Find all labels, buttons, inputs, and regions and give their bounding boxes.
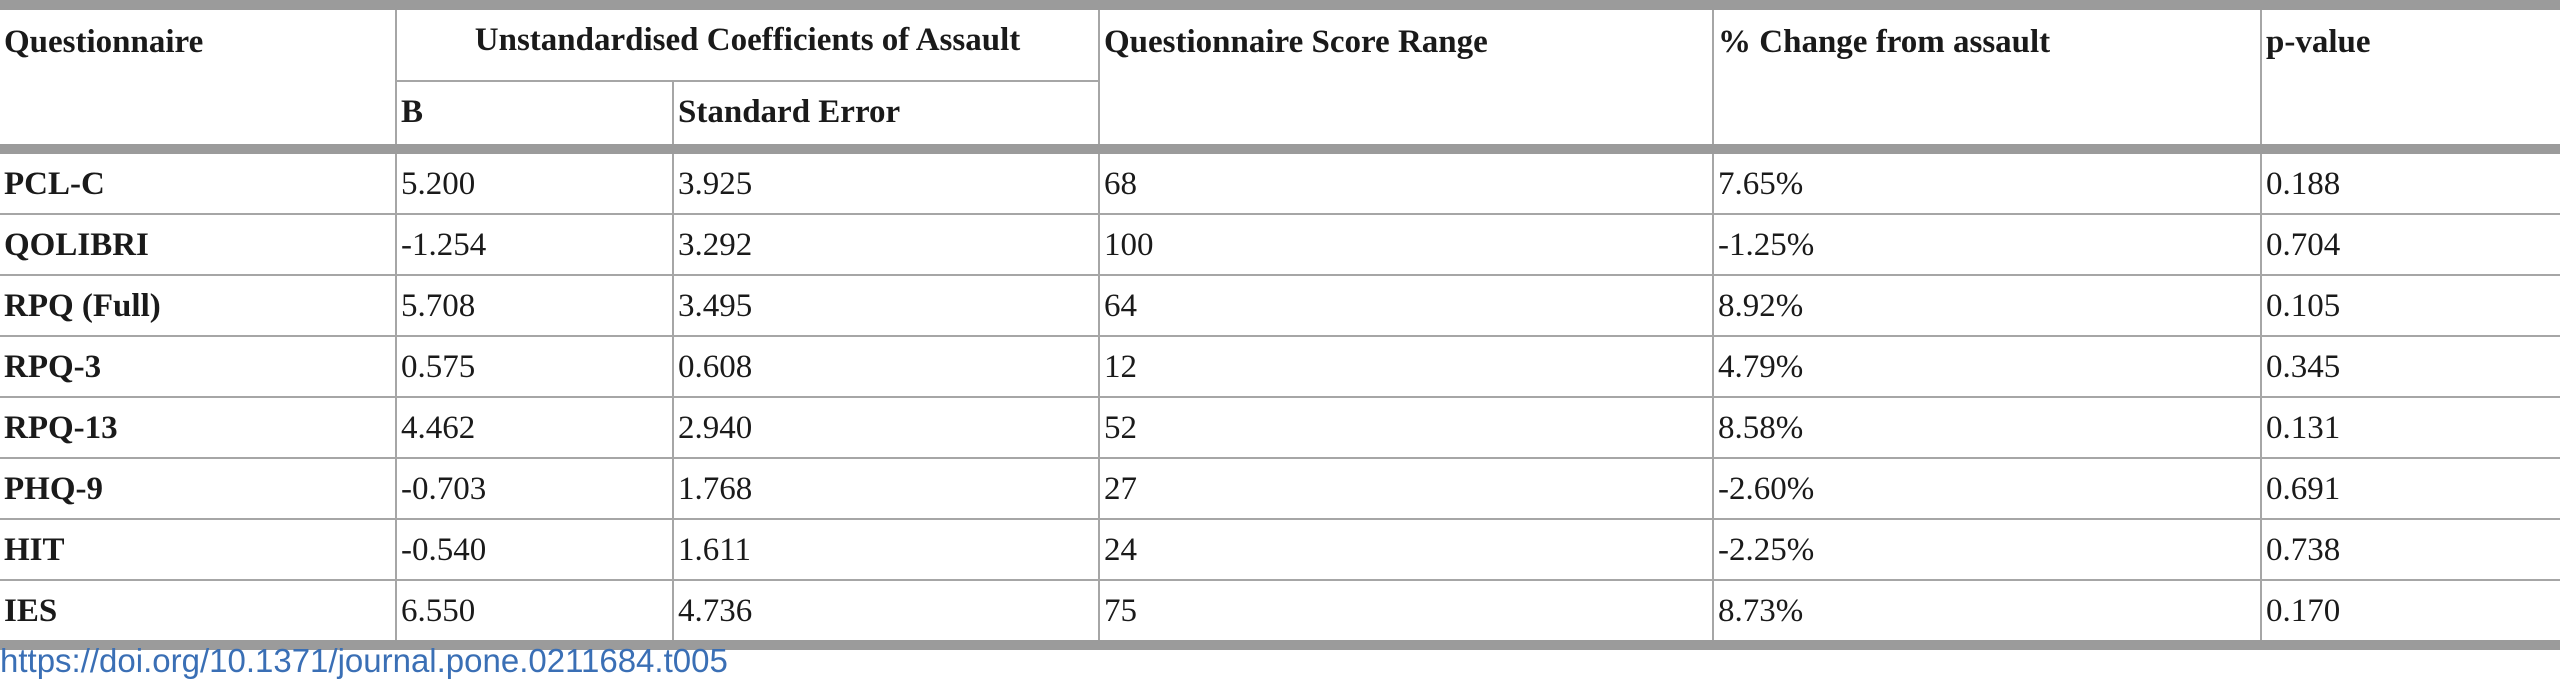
cell-b: -1.254 bbox=[396, 214, 673, 275]
cell-standard-error: 3.292 bbox=[673, 214, 1099, 275]
cell-pct-change: 4.79% bbox=[1713, 336, 2261, 397]
cell-standard-error: 4.736 bbox=[673, 580, 1099, 645]
table-header bbox=[0, 5, 2560, 149]
cell-questionnaire: RPQ-13 bbox=[0, 397, 396, 458]
cell-score-range: 68 bbox=[1099, 149, 1713, 214]
cell-standard-error: 2.940 bbox=[673, 397, 1099, 458]
cell-b: -0.703 bbox=[396, 458, 673, 519]
cell-questionnaire: IES bbox=[0, 580, 396, 645]
table-row bbox=[0, 458, 2560, 519]
header-row-top bbox=[0, 5, 2560, 81]
col-header-b: B bbox=[396, 81, 673, 149]
cell-p-value: 0.105 bbox=[2261, 275, 2560, 336]
cell-questionnaire: PHQ-9 bbox=[0, 458, 396, 519]
cell-score-range: 100 bbox=[1099, 214, 1713, 275]
cell-b: -0.540 bbox=[396, 519, 673, 580]
cell-pct-change: -2.60% bbox=[1713, 458, 2261, 519]
cell-standard-error: 3.925 bbox=[673, 149, 1099, 214]
col-header-pct-change: % Change from assault bbox=[1713, 5, 2261, 149]
cell-p-value: 0.691 bbox=[2261, 458, 2560, 519]
col-header-standard-error: Standard Error bbox=[673, 81, 1099, 149]
cell-p-value: 0.131 bbox=[2261, 397, 2560, 458]
col-header-questionnaire: Questionnaire bbox=[0, 5, 396, 149]
cell-b: 6.550 bbox=[396, 580, 673, 645]
cell-pct-change: 8.73% bbox=[1713, 580, 2261, 645]
cell-score-range: 52 bbox=[1099, 397, 1713, 458]
cell-standard-error: 1.768 bbox=[673, 458, 1099, 519]
cell-p-value: 0.345 bbox=[2261, 336, 2560, 397]
col-header-coefficients-group: Unstandardised Coefficients of Assault bbox=[396, 5, 1099, 81]
cell-score-range: 64 bbox=[1099, 275, 1713, 336]
cell-pct-change: 8.58% bbox=[1713, 397, 2261, 458]
table-row bbox=[0, 149, 2560, 214]
table-row bbox=[0, 275, 2560, 336]
cell-pct-change: -2.25% bbox=[1713, 519, 2261, 580]
cell-standard-error: 0.608 bbox=[673, 336, 1099, 397]
cell-score-range: 12 bbox=[1099, 336, 1713, 397]
cell-p-value: 0.738 bbox=[2261, 519, 2560, 580]
col-header-score-range: Questionnaire Score Range bbox=[1099, 5, 1713, 149]
cell-b: 0.575 bbox=[396, 336, 673, 397]
cell-score-range: 27 bbox=[1099, 458, 1713, 519]
cell-b: 5.200 bbox=[396, 149, 673, 214]
table-row bbox=[0, 336, 2560, 397]
table-row bbox=[0, 214, 2560, 275]
cell-questionnaire: QOLIBRI bbox=[0, 214, 396, 275]
cell-b: 4.462 bbox=[396, 397, 673, 458]
cell-questionnaire: HIT bbox=[0, 519, 396, 580]
col-header-p-value: p-value bbox=[2261, 5, 2560, 149]
table-row bbox=[0, 397, 2560, 458]
table-body bbox=[0, 149, 2560, 645]
cell-pct-change: 8.92% bbox=[1713, 275, 2261, 336]
cell-p-value: 0.170 bbox=[2261, 580, 2560, 645]
cell-score-range: 75 bbox=[1099, 580, 1713, 645]
cell-pct-change: -1.25% bbox=[1713, 214, 2261, 275]
cell-standard-error: 1.611 bbox=[673, 519, 1099, 580]
cell-standard-error: 3.495 bbox=[673, 275, 1099, 336]
cell-questionnaire: PCL-C bbox=[0, 149, 396, 214]
cell-pct-change: 7.65% bbox=[1713, 149, 2261, 214]
table-row bbox=[0, 519, 2560, 580]
cell-p-value: 0.188 bbox=[2261, 149, 2560, 214]
cell-score-range: 24 bbox=[1099, 519, 1713, 580]
table-row bbox=[0, 580, 2560, 645]
cell-questionnaire: RPQ-3 bbox=[0, 336, 396, 397]
cell-questionnaire: RPQ (Full) bbox=[0, 275, 396, 336]
cell-p-value: 0.704 bbox=[2261, 214, 2560, 275]
doi-link[interactable]: https://doi.org/10.1371/journal.pone.0211684.t005 bbox=[0, 642, 728, 679]
cell-b: 5.708 bbox=[396, 275, 673, 336]
